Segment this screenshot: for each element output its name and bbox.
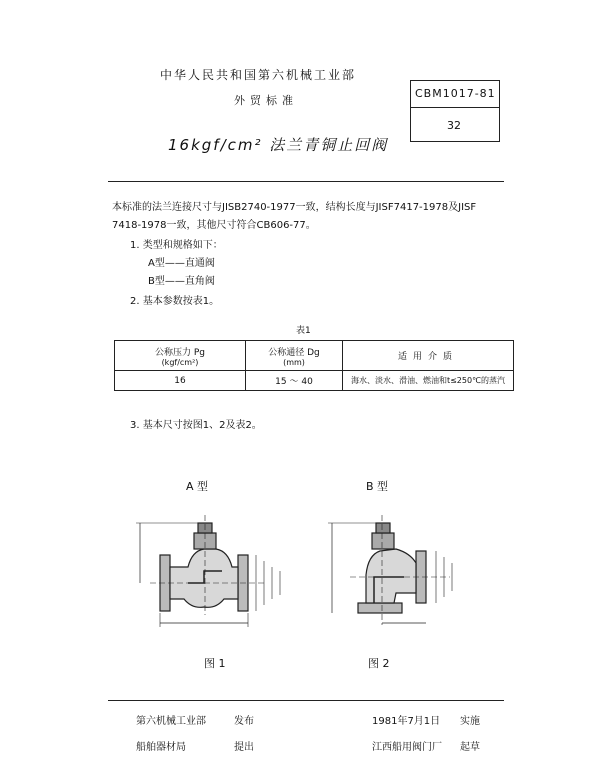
- table-row: [115, 371, 514, 391]
- header-pressure-unit: (kgf/cm²): [161, 357, 199, 367]
- footer-drafter: 江西船用阀门厂: [372, 742, 442, 753]
- table-header-row: [115, 341, 514, 371]
- top-rule: [108, 181, 504, 182]
- type-b-desc: B型——直角阀: [148, 276, 215, 287]
- cell-medium: 海水、淡水、滑油、燃油和t≤250℃的蒸汽: [343, 371, 514, 391]
- issuing-authority: 中华人民共和国第六机械工业部: [160, 68, 357, 82]
- cell-diameter: 15 ～ 40: [246, 371, 343, 391]
- standard-code-box: [410, 80, 500, 142]
- figure-1-drawing: [130, 515, 290, 635]
- footer-issuer: 第六机械工业部: [136, 716, 206, 727]
- cell-pressure: 16: [115, 371, 246, 391]
- figure-1-caption: 图 1: [204, 657, 226, 670]
- footer-propose-word: 提出: [234, 742, 254, 753]
- standard-category: 外贸标准: [234, 94, 298, 107]
- type-b-label: B 型: [366, 480, 389, 493]
- figure-2-drawing: [320, 515, 480, 635]
- type-a-label: A 型: [186, 480, 209, 493]
- footer-date: 1981年7月1日: [372, 716, 441, 727]
- type-a-desc: A型——直通阀: [148, 258, 215, 269]
- standard-code: CBM1017-81: [415, 87, 496, 100]
- header-pressure: [115, 341, 246, 371]
- item-1: 1. 类型和规格如下：: [130, 240, 223, 251]
- header-pressure-label: 公称压力 Pg: [154, 347, 205, 358]
- footer-issue-word: 发布: [234, 716, 254, 727]
- header-medium: 适用介质: [343, 341, 514, 371]
- figure-2-caption: 图 2: [368, 657, 390, 670]
- footer-effect-word: 实施: [460, 716, 480, 727]
- intro-line-1: 本标准的法兰连接尺寸与JISB2740-1977一致，结构长度与JISF7417-1978及JISF: [112, 202, 477, 213]
- parameter-table: [114, 340, 514, 391]
- footer-proposer: 船舶器材局: [136, 742, 186, 753]
- code-box-divider: [411, 107, 499, 108]
- page-number: 32: [447, 119, 461, 132]
- footer-draft-word: 起草: [460, 742, 480, 753]
- item-3: 3. 基本尺寸按图1、2及表2。: [130, 420, 262, 431]
- header-diameter-unit: (mm): [283, 357, 305, 367]
- table-caption: 表1: [296, 326, 311, 336]
- header-diameter-label: 公称通径 Dg: [268, 347, 320, 358]
- intro-line-2: 7418-1978一致，其他尺寸符合CB606-77。: [112, 220, 316, 231]
- document-title: 16kgf/cm² 法兰青铜止回阀: [168, 136, 389, 154]
- bottom-rule: [108, 700, 504, 701]
- item-2: 2. 基本参数按表1。: [130, 296, 220, 307]
- header-diameter: [246, 341, 343, 371]
